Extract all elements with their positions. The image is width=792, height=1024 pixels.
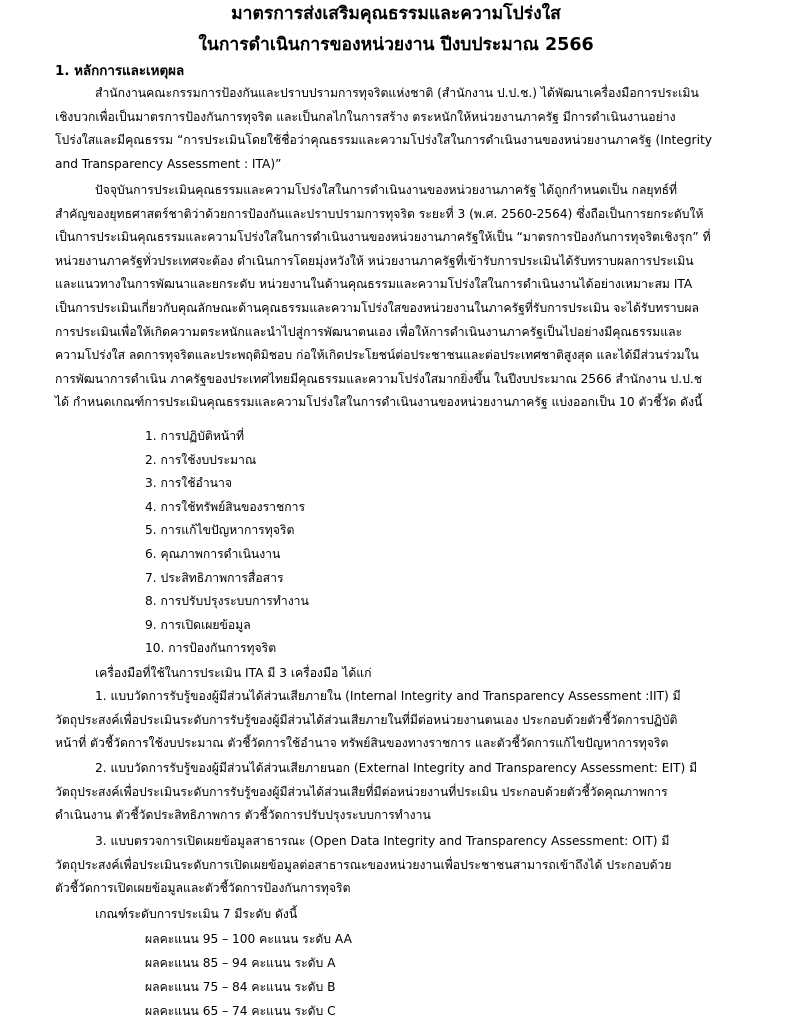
paragraph-current-status	[55, 179, 760, 415]
paragraph-line: หน่วยงานภาครัฐทั่วประเทศจะต้อง ดำเนินการโดยมุ่งหวังให้ หน่วยงานภาครัฐที่เข้ารับการประเมินได้รับทราบผลการประเมิน	[55, 253, 694, 268]
paragraph-line: และแนวทางในการพัฒนาและยกระดับ หน่วยงานในด้านคุณธรรมและความโปร่งใสในการดำเนินงานได้อย่างเหมาะสม ITA	[55, 277, 693, 292]
paragraph-line: 3. แบบตรวจการเปิดเผยข้อมูลสาธารณะ (Open Data Integrity and Transparency Assessment: OIT) มี	[95, 834, 670, 848]
indicator-item: 2. การใช้งบประมาณ	[145, 452, 257, 467]
indicator-item: 6. คุณภาพการดำเนินงาน	[145, 546, 281, 561]
paragraph-line: เป็นการประเมินเกี่ยวกับคุณลักษณะด้านคุณธรรมและความโปร่งใสของหน่วยงานในภาครัฐที่รับการประเมิน จะได้รับทราบผล	[55, 300, 699, 315]
section-heading: 1. หลักการและเหตุผล	[55, 64, 185, 79]
paragraph-line: ได้ กำหนดเกณฑ์การประเมินคุณธรรมและความโปร่งใสในการดำเนินงานของหน่วยงานภาครัฐ แบ่งออกเป็น 10 ตัวชี้วัด ดังนี้	[55, 395, 703, 410]
tool1-description	[55, 685, 760, 756]
indicator-list	[145, 425, 309, 661]
paragraph-line: สำคัญของยุทธศาสตร์ชาติว่าด้วยการป้องกันและปราบปรามการทุจริต ระยะที่ 3 (พ.ศ. 2560-2564) ซึ่งถือเป็นการยกระดับให้	[55, 206, 704, 221]
indicator-item: 1. การปฏิบัติหน้าที่	[145, 429, 245, 443]
paragraph-line: เป็นการประเมินคุณธรรมและความโปร่งใสในการดำเนินงานของหน่วยงานภาครัฐให้เป็น “มาตรการป้องกันการทุจริตเชิงรุก” ที่	[55, 230, 711, 245]
indicator-item: 10. การป้องกันการทุจริต	[145, 641, 277, 656]
paragraph-line: เชิงบวกเพื่อเป็นมาตรการป้องกันการทุจริต และเป็นกลไกในการสร้าง ตระหนักให้หน่วยงานภาครัฐ มีการดำเนินงานอย่าง	[55, 109, 676, 124]
paragraph-line: ดำเนินงาน ตัวชี้วัดประสิทธิภาพการ ตัวชี้วัดการปรับปรุงระบบการทำงาน	[55, 808, 431, 823]
grade-item: ผลคะแนน 75 – 84 คะแนน ระดับ B	[145, 980, 336, 994]
grade-item: ผลคะแนน 95 – 100 คะแนน ระดับ AA	[145, 932, 352, 946]
paragraph-line: and Transparency Assessment : ITA)”	[55, 156, 282, 171]
paragraph-line: ความโปร่งใส ลดการทุจริตและประพฤติมิชอบ ก่อให้เกิดประโยชน์ต่อประชาชนและต่อประเทศชาติสูงสุด และได้มีส่วนร่วมใน	[55, 348, 699, 363]
paragraph-principles	[55, 82, 760, 176]
paragraph-line: 2. แบบวัดการรับรู้ของผู้มีส่วนได้ส่วนเสียภายนอก (External Integrity and Transparency Assessment: EIT) มี	[95, 761, 698, 775]
document-title-line2: ในการดำเนินการของหน่วยงาน ปีงบประมาณ 2566	[198, 35, 594, 55]
paragraph-line: สำนักงานคณะกรรมการป้องกันและปราบปรามการทุจริตแห่งชาติ (สำนักงาน ป.ป.ช.) ได้พัฒนาเครื่องมือการประเมิน	[95, 86, 699, 100]
indicator-item: 8. การปรับปรุงระบบการทำงาน	[145, 594, 309, 609]
tool2-description	[55, 757, 760, 828]
paragraph-line: วัตถุประสงค์เพื่อประเมินระดับการเปิดเผยข้อมูลต่อสาธารณะของหน่วยงานเพื่อประชาชนสามารถเข้าถึงได้ ประกอบด้วย	[55, 857, 672, 872]
paragraph-line: ตัวชี้วัดการเปิดเผยข้อมูลและตัวชี้วัดการป้องกันการทุจริต	[55, 881, 351, 896]
grade-item: ผลคะแนน 65 – 74 คะแนน ระดับ C	[145, 1004, 336, 1018]
grades-intro: เกณฑ์ระดับการประเมิน 7 มีระดับ ดังนี้	[95, 907, 298, 921]
paragraph-line: วัตถุประสงค์เพื่อประเมินระดับการรับรู้ของผู้มีส่วนได้ส่วนเสียภายในที่มีต่อหน่วยงานตนเอง ประกอบด้วยตัวชี้วัดการปฏิบัติ	[55, 712, 678, 727]
document-title-line1: มาตรการส่งเสริมคุณธรรมและความโปร่งใส	[231, 4, 561, 24]
indicator-item: 3. การใช้อำนาจ	[145, 476, 232, 491]
paragraph-line: ปัจจุบันการประเมินคุณธรรมและความโปร่งใสในการดำเนินงานของหน่วยงานภาครัฐ ได้ถูกกำหนดเป็น กลยุทธ์ที่	[95, 183, 678, 197]
paragraph-line: หน้าที่ ตัวชี้วัดการใช้งบประมาณ ตัวชี้วัดการใช้อำนาจ ทรัพย์สินของทางราชการ และตัวชี้วัดการแก้ไขปัญหาการทุจริต	[55, 736, 669, 751]
grade-list	[145, 927, 352, 1023]
paragraph-line: การประเมินเพื่อให้เกิดความตระหนักและนำไปสู่การพัฒนาตนเอง เพื่อให้การดำเนินงานภาครัฐเป็นไปอย่างมีคุณธรรมและ	[55, 324, 683, 339]
tools-intro: เครื่องมือที่ใช้ในการประเมิน ITA มี 3 เครื่องมือ ได้แก่	[95, 666, 372, 680]
paragraph-line: 1. แบบวัดการรับรู้ของผู้มีส่วนได้ส่วนเสียภายใน (Internal Integrity and Transparency Assessment :IIT) มี	[95, 689, 681, 703]
tool3-description	[55, 830, 760, 901]
indicator-item: 5. การแก้ไขปัญหาการทุจริต	[145, 523, 295, 538]
paragraph-line: การพัฒนาการดำเนิน ภาครัฐของประเทศไทยมีคุณธรรมและความโปร่งใสมากยิ่งขึ้น ในปีงบประมาณ 2566 สำนักงาน ป.ป.ช	[55, 371, 703, 386]
indicator-item: 9. การเปิดเผยข้อมูล	[145, 617, 251, 632]
paragraph-line: วัตถุประสงค์เพื่อประเมินระดับการรับรู้ของผู้มีส่วนได้ส่วนเสียที่มีต่อหน่วยงานที่ประเมิน ประกอบด้วยตัวชี้วัดคุณภาพการ	[55, 784, 668, 799]
paragraph-line: โปร่งใสและมีคุณธรรม “การประเมินโดยใช้ชื่อว่าคุณธรรมและความโปร่งใสในการดำเนินงานของหน่วยงานภาครัฐ (Integrity	[55, 133, 712, 148]
indicator-item: 4. การใช้ทรัพย์สินของราชการ	[145, 499, 306, 514]
grade-item: ผลคะแนน 85 – 94 คะแนน ระดับ A	[145, 956, 336, 970]
indicator-item: 7. ประสิทธิภาพการสื่อสาร	[145, 570, 284, 585]
